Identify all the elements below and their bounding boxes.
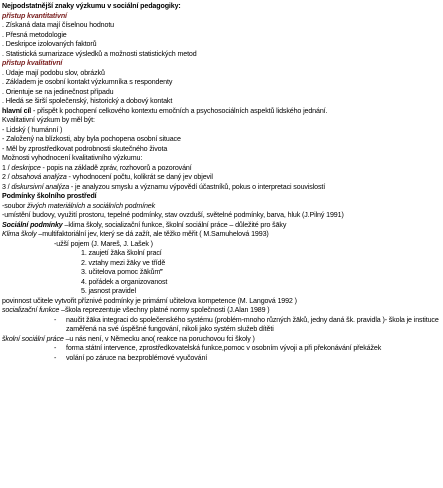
document-title: Nejpodstatnější znaky výzkumu v sociální pedagogiky:	[2, 2, 181, 10]
bullet-dash: -	[54, 353, 57, 362]
list-item: . Orientuje se na jedinečnost případu	[2, 87, 114, 96]
social-work-line	[2, 335, 440, 345]
numbered-item: 4. pořádek a organizovanost	[81, 277, 168, 286]
list-item	[2, 344, 440, 354]
numbered-item: 5. jasnost pravidel	[81, 287, 136, 295]
conditions-line: -umístění budovy, využití prostoru, tepelné podmínky, stav ovzduší, světelné podmínky, barva, hluk (J.Pilný 1991)	[2, 211, 344, 219]
main-goal-line	[2, 107, 440, 117]
document-body	[2, 2, 440, 363]
climate-text: –multifaktoriální jev, který se dá zažít, ale těžko měřit ( M.Samuhelová 1993)	[36, 230, 269, 238]
list-item: . Deskripce izolovaných faktorů	[2, 40, 97, 48]
bullet-dash: -	[54, 344, 57, 352]
social-work-term: školní sociální práce	[2, 334, 64, 343]
item-text: - vyhodnocení počtu, kolikrát se daný jev objevil	[66, 173, 213, 181]
item-term: diskursivní analýza	[11, 182, 70, 191]
socialization-text: –škola reprezentuje všechny platné normy společnosti (J.Alan 1989 )	[59, 306, 270, 314]
social-conditions-text: –klima školy, socializační funkce, školní sociální práce – důležité pro šāky	[62, 220, 287, 229]
list-item	[2, 173, 440, 183]
social-conditions-term: Sociální podmínky	[2, 220, 63, 229]
list-item	[2, 164, 440, 174]
bullet-text: naučit žāka integraci do společenského systému (problém-mnoho různých žāků, jedny daná šk. pravidla )- škola je instituce zaměřená na své úspěšné fungování, nikoli jako systém služeb dítěti	[66, 315, 439, 333]
item-text: - popis na základě zpráv, rozhovorů a pozorování	[40, 163, 192, 172]
teacher-duty: povinnost učitele vytvořit příznivé podmínky je primární učitelova kompetence (M. Langová 1992 )	[2, 296, 297, 305]
qual-research-intro: Kvalitativní výzkum by měl být:	[2, 116, 95, 124]
list-item	[2, 183, 440, 193]
main-goal-label: hlavní cíl	[2, 106, 32, 115]
social-conditions-line	[2, 221, 440, 231]
main-goal-text: - přispět k pochopení celkového kontextu emočních a psychosociálních aspektů lidského jednání.	[31, 106, 328, 115]
quantitative-heading: přístup kvantitativní	[2, 11, 67, 20]
socialization-term: socializační funkce	[2, 306, 60, 314]
socialization-line	[2, 306, 440, 316]
conditions-line	[2, 202, 440, 212]
list-item: - Lidský ( humánní )	[2, 125, 63, 134]
narrower-concept: -užší pojem (J. Mareš, J. Lašek )	[54, 239, 153, 248]
social-work-text: –u nás není, v Německu ano( reakce na poruchovou fci školy )	[63, 334, 255, 343]
list-item: . Základem je osobní kontakt výzkumníka s respondenty	[2, 78, 173, 86]
list-item	[2, 354, 440, 364]
list-item: - Založený na blízkosti, aby byla pochopena osobní situace	[2, 135, 181, 143]
item-term: deskripce	[11, 163, 41, 172]
bullet-dash: -	[54, 315, 57, 324]
numbered-item: 2. vztahy mezi žāky ve třídě	[81, 258, 166, 267]
item-term: obsahová analýza	[11, 173, 67, 181]
numbered-item: 3. učitelova pomoc žākům‴	[81, 268, 163, 276]
list-item: . Statistická sumarizace výsledků a možnosti statistických metod	[2, 49, 197, 58]
list-item: . Získaná data mají číselnou hodnotu	[2, 21, 115, 29]
bullet-text: volání po záruce na bezproblémové vyučování	[66, 353, 208, 362]
item-prefix: 1 /	[2, 163, 12, 172]
item-prefix: 3 /	[2, 182, 12, 191]
numbered-item: 1. zaujetí žāka školní prací	[81, 249, 162, 257]
item-text: - je analyzou smyslu a významu výpovědí účastníků, pokus o interpretaci souvislostí	[69, 182, 326, 191]
list-item: . Hledá se širší společenský, historický a dobový kontakt	[2, 97, 173, 105]
item-prefix: 2 /	[2, 173, 12, 181]
bullet-text: forma státní intervence, zprostředkovatelská funkce,pomoc v osobním vývoji a při překonávání překážek	[66, 344, 382, 352]
list-item: . Údaje mají podobu slov, obrázků	[2, 68, 105, 77]
conditions-heading: Podmínky školního prostředí	[2, 192, 97, 200]
conditions-italic: živých materiálních a sociálních podmínek	[27, 201, 156, 210]
list-item: - Měl by zprostředkovat podrobnosti skutečného života	[2, 144, 168, 153]
climate-term: Klima školy	[2, 230, 37, 238]
conditions-prefix: -soubor	[2, 201, 28, 210]
list-item	[2, 316, 440, 335]
list-item: . Přesná metodologie	[2, 30, 67, 39]
climate-line	[2, 230, 440, 240]
qualitative-heading: přístup kvalitativní	[2, 59, 63, 67]
evaluation-heading: Možnosti vyhodnocení kvalitativního výzkumu:	[2, 154, 143, 162]
